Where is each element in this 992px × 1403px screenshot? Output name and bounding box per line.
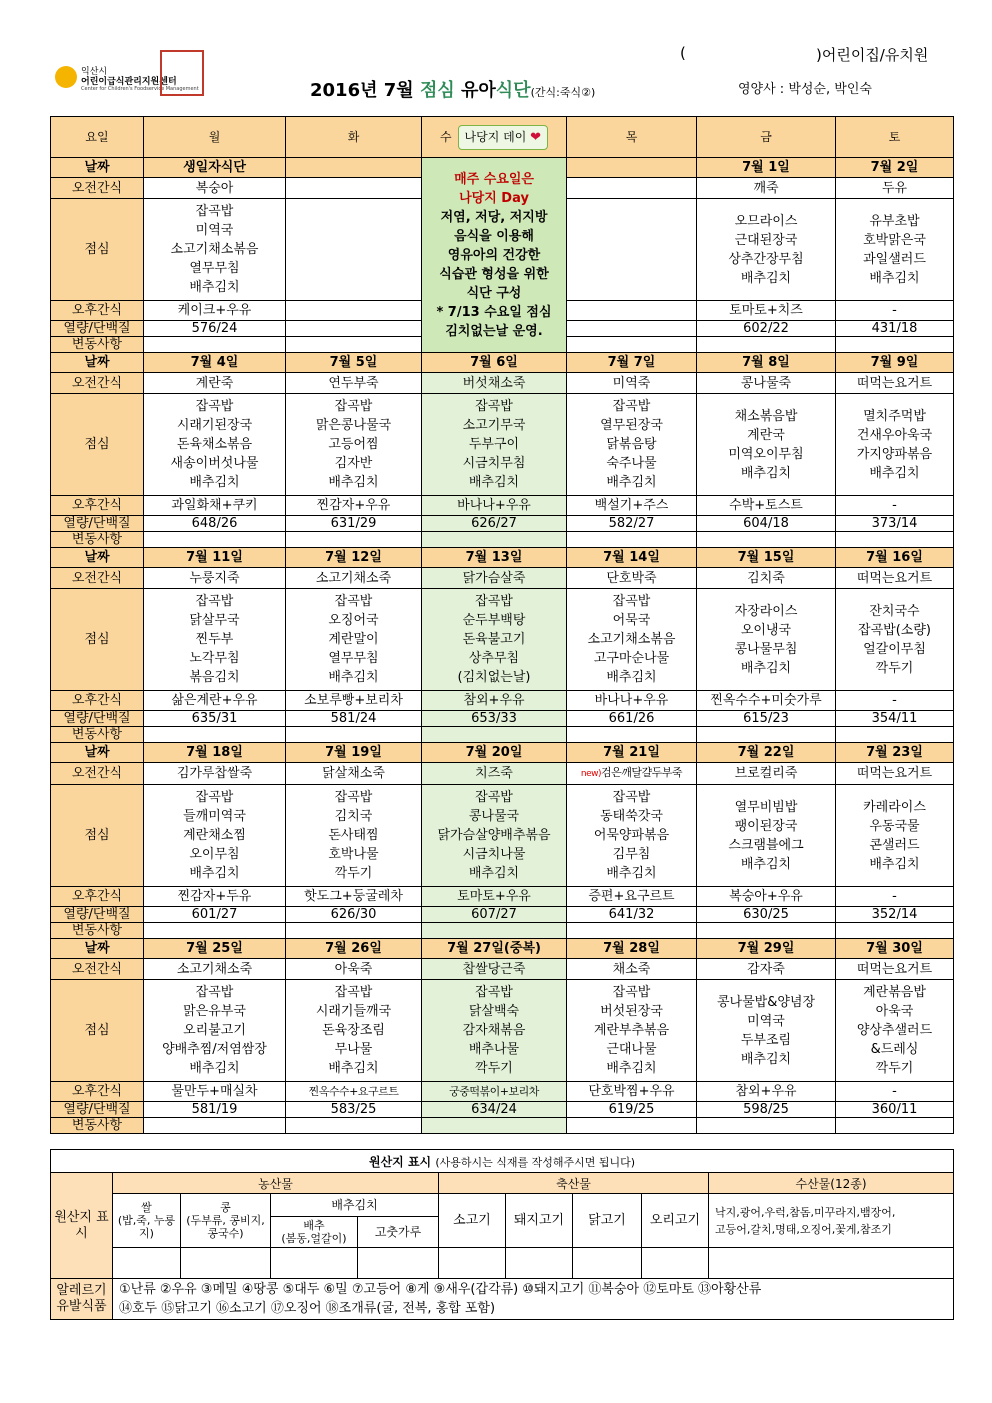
dietitian-names: 영양사 : 박성순, 박인숙 [738, 82, 872, 97]
logo-center-name: 어린이급식관리지원센터 [81, 77, 177, 87]
day-tue: 화 [286, 117, 422, 158]
menu-cell: 카레라이스 우동국물 콘샐러드 배추김치 [836, 785, 954, 887]
menu-cell: 잡곡밥 어묵국 소고기채소볶음 고구마순나물 배추김치 [567, 589, 697, 691]
menu-table [50, 116, 954, 1134]
week4-lunch-row: 점심 잡곡밥 들깨미역국 계란채소찜 오이무침 배추김치 잡곡밥 김치국 돈사태찜 호박나물 깍두기 잡곡밥 콩나물국 닭가슴살양배추볶음 시금치나물 배추김치 잡곡밥 동태쑥갓국 어묵양파볶음 김무침 배추김치 열무비빔밥 팽이된장국 스크램블에그 배추김치 카레라이스 우동국물 콘샐러드 배추김치 [51, 785, 954, 887]
wednesday-notice: 매주 수요일은 나당지 Day 저염, 저당, 저지방 음식을 이용해 영유아의 건강한 식습관 형성을 위한 식단 구성 * 7/13 수요일 점심 김치없는날 운영. [422, 158, 567, 353]
week5-lunch-row: 점심 잡곡밥 맑은유부국 오리불고기 양배추찜/저염쌈장 배추김치 잡곡밥 시래기들깨국 돈육장조림 무나물 배추김치 잡곡밥 닭살백숙 감자채볶음 배추나물 깍두기 잡곡밥 버섯된장국 계란부추볶음 근대나물 배추김치 콩나물밥&양념장 미역국 두부조림 배추김치 계란볶음밥 아욱국 양상추샐러드 &드레싱 깍두기 [51, 980, 954, 1082]
menu-cell: 잡곡밥 맑은콩나물국 고등어찜 김자반 배추김치 [286, 394, 422, 496]
week5-date-row: 날짜 7월 25일 7월 26일 7월 27일(중복) 7월 28일 7월 29일 7월 30일 [51, 939, 954, 959]
bean-item: 콩 (두부류, 콩비지,콩국수) [181, 1194, 271, 1248]
menu-cell: 잡곡밥 오징어국 계란말이 열무무침 배추김치 [286, 589, 422, 691]
menu-cell: 잡곡밥 맑은유부국 오리불고기 양배추찜/저염쌈장 배추김치 [144, 980, 286, 1082]
week4-date-row: 날짜 7월 18일 7월 19일 7월 20일 7월 21일 7월 22일 7월 23일 [51, 743, 954, 763]
logo-english: Center for Children's Foodservice Management [81, 86, 199, 92]
weekday-label: 요일 [51, 117, 144, 158]
origin-label: 원산지 표시 [51, 1173, 113, 1279]
menu-cell: 잡곡밥 열무된장국 닭볶음탕 숙주나물 배추김치 [567, 394, 697, 496]
week1-lunch-row: 점심 잡곡밥 미역국 소고기채소볶음 열무무침 배추김치 오므라이스 근대된장국 상추간장무침 배추김치 유부초밥 호박맑은국 과일샐러드 배추김치 [51, 199, 954, 301]
origin-title: 원산지 표시 (사용하시는 식재를 작성해주시면 됩니다) [51, 1150, 954, 1173]
official-seal-stamp [160, 50, 204, 96]
menu-cell: 유부초밥 호박맑은국 과일샐러드 배추김치 [836, 199, 954, 301]
week4-change-row: 변동사항 [51, 923, 954, 939]
week2-am-row: 오전간식 계란죽 연두부죽 버섯채소죽 미역죽 콩나물죽 떠먹는요거트 [51, 373, 954, 394]
week2-calorie-row: 열량/단백질 648/26 631/29 626/27 582/27 604/18 373/14 [51, 516, 954, 532]
origin-input-rice[interactable] [113, 1248, 181, 1279]
day-wed: 수 나당지 데이 ❤ [422, 117, 567, 158]
origin-input-duck[interactable] [642, 1248, 709, 1279]
menu-cell: 잡곡밥 동태쑥갓국 어묵양파볶음 김무침 배추김치 [567, 785, 697, 887]
menu-cell: 잡곡밥 김치국 돈사태찜 호박나물 깍두기 [286, 785, 422, 887]
week1-date-row: 날짜 생일자식단 매주 수요일은 나당지 Day 저염, 저당, 저지방 음식을 이용해 영유아의 건강한 식습관 형성을 위한 식단 구성 * 7/13 수요일 점심 김치없는날 운영. 7월 1일 7월 2일 [51, 158, 954, 178]
chicken-item: 닭고기 [573, 1194, 642, 1248]
day-mon: 월 [144, 117, 286, 158]
menu-cell: 잡곡밥 시래기된장국 돈육채소볶음 새송이버섯나물 배추김치 [144, 394, 286, 496]
heart-icon: ❤ [530, 129, 542, 145]
day-sat: 토 [836, 117, 954, 158]
week2-change-row: 변동사항 [51, 532, 954, 548]
week5-pm-row: 오후간식 물만두+매실차 찐옥수수+요구르트 궁중떡볶이+보리차 단호박찜+우유 참외+우유 - [51, 1082, 954, 1102]
week4-pm-row: 오후간식 찐감자+두유 핫도그+둥굴레차 토마토+우유 증편+요구르트 복숭아+우유 - [51, 887, 954, 907]
week5-change-row: 변동사항 [51, 1118, 954, 1134]
nadangji-day-badge: 나당지 데이 ❤ [458, 125, 549, 150]
menu-cell: 오므라이스 근대된장국 상추간장무침 배추김치 [697, 199, 836, 301]
origin-input-cabbage[interactable] [271, 1248, 358, 1279]
origin-table [50, 1149, 954, 1320]
week3-date-row: 날짜 7월 11일 7월 12일 7월 13일 7월 14일 7월 15일 7월 16일 [51, 548, 954, 568]
week5-calorie-row: 열량/단백질 581/19 583/25 634/24 619/25 598/25 360/11 [51, 1102, 954, 1118]
week2-date-row: 날짜 7월 4일 7월 5일 7월 6일 7월 7일 7월 8일 7월 9일 [51, 353, 954, 373]
menu-cell: 계란볶음밥 아욱국 양상추샐러드 &드레싱 깍두기 [836, 980, 954, 1082]
allergy-label: 알레르기 유발식품 [51, 1279, 113, 1320]
seafood-header: 수산물(12종) [709, 1173, 954, 1194]
menu-cell: 잡곡밥 콩나물국 닭가슴살양배추볶음 시금치나물 배추김치 [422, 785, 567, 887]
menu-cell: 잔치국수 잡곡밥(소량) 얼갈이무침 깍두기 [836, 589, 954, 691]
day-fri: 금 [697, 117, 836, 158]
week1-pm-row: 오후간식 케이크+우유 토마토+치즈 - [51, 301, 954, 321]
menu-cell: 잡곡밥 미역국 소고기채소볶음 열무무침 배추김치 [144, 199, 286, 301]
week3-pm-row: 오후간식 삶은계란+우유 소보루빵+보리차 참외+우유 바나나+우유 찐옥수수+미숫가루 - [51, 691, 954, 711]
menu-cell: 열무비빔밥 팽이된장국 스크램블에그 배추김치 [697, 785, 836, 887]
agri-header: 농산물 [113, 1173, 439, 1194]
origin-input-pepper[interactable] [358, 1248, 439, 1279]
menu-cell: 잡곡밥 순두부백탕 돈육불고기 상추무침 (김치없는날) [422, 589, 567, 691]
week3-calorie-row: 열량/단백질 635/31 581/24 653/33 661/26 615/23 354/11 [51, 711, 954, 727]
beef-item: 소고기 [439, 1194, 506, 1248]
week2-pm-row: 오후간식 과일화채+쿠키 찐감자+우유 바나나+우유 백설기+주스 수박+토스트 - [51, 496, 954, 516]
week3-am-row: 오전간식 누룽지죽 소고기채소죽 닭가슴살죽 단호박죽 김치죽 떠먹는요거트 [51, 568, 954, 589]
menu-cell: 잡곡밥 소고기무국 두부구이 시금치무침 배추김치 [422, 394, 567, 496]
week1-change-row: 변동사항 [51, 337, 954, 353]
week1-calorie-row: 열량/단백질 576/24 602/22 431/18 [51, 321, 954, 337]
pepper-item: 고춧가루 [358, 1217, 439, 1248]
menu-cell: 잡곡밥 닭살무국 찐두부 노각무침 볶음김치 [144, 589, 286, 691]
menu-cell: 잡곡밥 들깨미역국 계란채소찜 오이무침 배추김치 [144, 785, 286, 887]
duck-item: 오리고기 [642, 1194, 709, 1248]
pork-item: 돼지고기 [506, 1194, 573, 1248]
week3-lunch-row: 점심 잡곡밥 닭살무국 찐두부 노각무침 볶음김치 잡곡밥 오징어국 계란말이 열무무침 배추김치 잡곡밥 순두부백탕 돈육불고기 상추무침 (김치없는날) 잡곡밥 어묵국 소고기채소볶음 고구마순나물 배추김치 자장라이스 오이냉국 콩나물무침 배추김치 잔치국수 잡곡밥(소량) 얼갈이무침 깍두기 [51, 589, 954, 691]
origin-input-bean[interactable] [181, 1248, 271, 1279]
menu-cell: 잡곡밥 버섯된장국 계란부추볶음 근대나물 배추김치 [567, 980, 697, 1082]
week5-am-row: 오전간식 소고기채소죽 아욱죽 찹쌀당근죽 채소죽 감자죽 떠먹는요거트 [51, 959, 954, 980]
week3-change-row: 변동사항 [51, 727, 954, 743]
menu-cell: 멸치주먹밥 건새우아욱국 가지양파볶음 배추김치 [836, 394, 954, 496]
origin-input-seafood[interactable] [709, 1248, 954, 1279]
week1-am-row: 오전간식 복숭아 깨죽 두유 [51, 178, 954, 199]
menu-cell: 잡곡밥 시래기들깨국 돈육장조림 무나물 배추김치 [286, 980, 422, 1082]
smile-logo-icon [55, 66, 77, 88]
rice-item: 쌀 (밥,죽, 누룽지) [113, 1194, 181, 1248]
livestock-header: 축산물 [439, 1173, 709, 1194]
cabbage-item: 배추 (봄동,얼갈이) [271, 1217, 358, 1248]
page-title: 2016년 7월 점심 유아식단(간식:죽식②) [310, 80, 596, 101]
seafood-list: 낙지,광어,우럭,참돔,미꾸라지,뱀장어, 고등어,갈치,명태,오징어,꽃게,참조기 [709, 1194, 954, 1248]
origin-input-beef[interactable] [439, 1248, 506, 1279]
menu-cell: 콩나물밥&양념장 미역국 두부조림 배추김치 [697, 980, 836, 1082]
menu-cell: 잡곡밥 닭살백숙 감자채볶음 배추나물 깍두기 [422, 980, 567, 1082]
menu-cell: 자장라이스 오이냉국 콩나물무침 배추김치 [697, 589, 836, 691]
week4-calorie-row: 열량/단백질 601/27 626/30 607/27 641/32 630/25 352/14 [51, 907, 954, 923]
allergy-list: ①난류 ②우유 ③메밀 ④땅콩 ⑤대두 ⑥밀 ⑦고등어 ⑧게 ⑨새우(갑각류) ⑩돼지고기 ⑪복숭아 ⑫토마토 ⑬아황산류 ⑭호두 ⑮닭고기 ⑯소고기 ⑰오징어 ⑱조개류(굴, 전복, 홍합 포함) [113, 1279, 954, 1320]
kimchi-item: 배추김치 [271, 1194, 439, 1217]
origin-input-chicken[interactable] [573, 1248, 642, 1279]
new-tag: new) [580, 769, 602, 779]
week4-am-row: 오전간식 김가루찹쌀죽 닭살채소죽 치즈죽 new)검은깨달걀두부죽 브로컬리죽 떠먹는요거트 [51, 763, 954, 785]
week2-lunch-row: 점심 잡곡밥 시래기된장국 돈육채소볶음 새송이버섯나물 배추김치 잡곡밥 맑은콩나물국 고등어찜 김자반 배추김치 잡곡밥 소고기무국 두부구이 시금치무침 배추김치 잡곡밥 열무된장국 닭볶음탕 숙주나물 배추김치 채소볶음밥 계란국 미역오이무침 배추김치 멸치주먹밥 건새우아욱국 가지양파볶음 배추김치 [51, 394, 954, 496]
day-thu: 목 [567, 117, 697, 158]
logo-city: 익산시 [81, 67, 108, 77]
origin-input-pork[interactable] [506, 1248, 573, 1279]
menu-cell: 채소볶음밥 계란국 미역오이무침 배추김치 [697, 394, 836, 496]
weekday-header-row [51, 117, 954, 158]
